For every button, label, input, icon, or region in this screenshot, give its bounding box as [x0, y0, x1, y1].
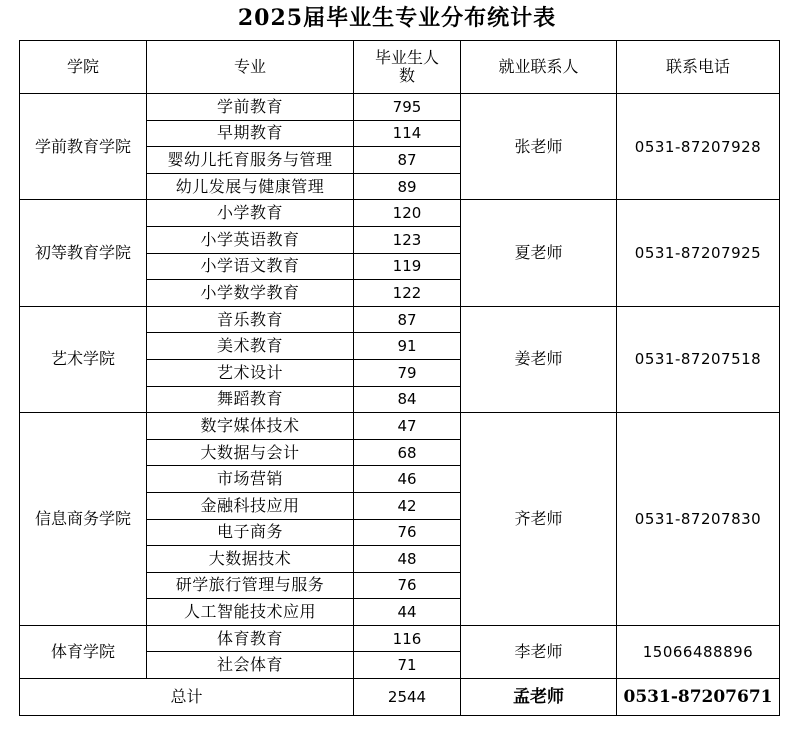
- major-cell: 社会体育: [147, 652, 354, 679]
- major-cell: 小学教育: [147, 200, 354, 227]
- count-cell: 116: [354, 625, 461, 652]
- table-row: [20, 625, 780, 652]
- contact-cell: 夏老师: [461, 200, 617, 306]
- major-cell: 大数据技术: [147, 546, 354, 573]
- college-cell: 信息商务学院: [20, 413, 147, 626]
- contact-cell: 姜老师: [461, 306, 617, 412]
- phone-cell: 0531-87207830: [617, 413, 780, 626]
- major-cell: 小学语文教育: [147, 253, 354, 280]
- major-cell: 音乐教育: [147, 306, 354, 333]
- header-contact: 就业联系人: [461, 41, 617, 94]
- table-header-row: [20, 41, 780, 94]
- college-cell: 学前教育学院: [20, 94, 147, 200]
- major-cell: 幼儿发展与健康管理: [147, 173, 354, 200]
- major-cell: 数字媒体技术: [147, 413, 354, 440]
- header-college: 学院: [20, 41, 147, 94]
- major-cell: 艺术设计: [147, 359, 354, 386]
- total-label: 总计: [20, 679, 354, 716]
- total-count: 2544: [354, 679, 461, 716]
- count-cell: 46: [354, 466, 461, 493]
- major-cell: 小学英语教育: [147, 226, 354, 253]
- phone-cell: 0531-87207518: [617, 306, 780, 412]
- total-row: [20, 679, 780, 716]
- count-cell: 122: [354, 280, 461, 307]
- major-cell: 电子商务: [147, 519, 354, 546]
- table-row: [20, 413, 780, 440]
- table-body: [20, 94, 780, 716]
- count-cell: 114: [354, 120, 461, 147]
- college-cell: 体育学院: [20, 625, 147, 678]
- count-cell: 89: [354, 173, 461, 200]
- graduate-table: [19, 40, 780, 716]
- count-cell: 84: [354, 386, 461, 413]
- count-cell: 87: [354, 147, 461, 174]
- college-cell: 艺术学院: [20, 306, 147, 412]
- total-phone: 0531-87207671: [617, 679, 780, 716]
- header-major: 专业: [147, 41, 354, 94]
- college-cell: 初等教育学院: [20, 200, 147, 306]
- count-cell: 119: [354, 253, 461, 280]
- major-cell: 学前教育: [147, 94, 354, 121]
- count-cell: 76: [354, 519, 461, 546]
- major-cell: 体育教育: [147, 625, 354, 652]
- phone-cell: 0531-87207928: [617, 94, 780, 200]
- header-phone: 联系电话: [617, 41, 780, 94]
- count-cell: 42: [354, 492, 461, 519]
- count-cell: 123: [354, 226, 461, 253]
- contact-cell: 齐老师: [461, 413, 617, 626]
- count-cell: 47: [354, 413, 461, 440]
- major-cell: 婴幼儿托育服务与管理: [147, 147, 354, 174]
- major-cell: 大数据与会计: [147, 439, 354, 466]
- phone-cell: 0531-87207925: [617, 200, 780, 306]
- page-title: 2025届毕业生专业分布统计表: [237, 5, 557, 31]
- count-cell: 71: [354, 652, 461, 679]
- count-cell: 87: [354, 306, 461, 333]
- phone-cell: 15066488896: [617, 625, 780, 678]
- major-cell: 舞蹈教育: [147, 386, 354, 413]
- major-cell: 金融科技应用: [147, 492, 354, 519]
- header-count: 毕业生人数: [354, 41, 461, 94]
- contact-cell: 李老师: [461, 625, 617, 678]
- count-cell: 76: [354, 572, 461, 599]
- count-cell: 91: [354, 333, 461, 360]
- major-cell: 市场营销: [147, 466, 354, 493]
- table-row: [20, 94, 780, 121]
- contact-cell: 张老师: [461, 94, 617, 200]
- count-cell: 120: [354, 200, 461, 227]
- table-row: [20, 200, 780, 227]
- count-cell: 44: [354, 599, 461, 626]
- major-cell: 美术教育: [147, 333, 354, 360]
- major-cell: 早期教育: [147, 120, 354, 147]
- major-cell: 人工智能技术应用: [147, 599, 354, 626]
- major-cell: 研学旅行管理与服务: [147, 572, 354, 599]
- count-cell: 79: [354, 359, 461, 386]
- count-cell: 48: [354, 546, 461, 573]
- table-row: [20, 306, 780, 333]
- major-cell: 小学数学教育: [147, 280, 354, 307]
- total-contact: 孟老师: [461, 679, 617, 716]
- count-cell: 68: [354, 439, 461, 466]
- count-cell: 795: [354, 94, 461, 121]
